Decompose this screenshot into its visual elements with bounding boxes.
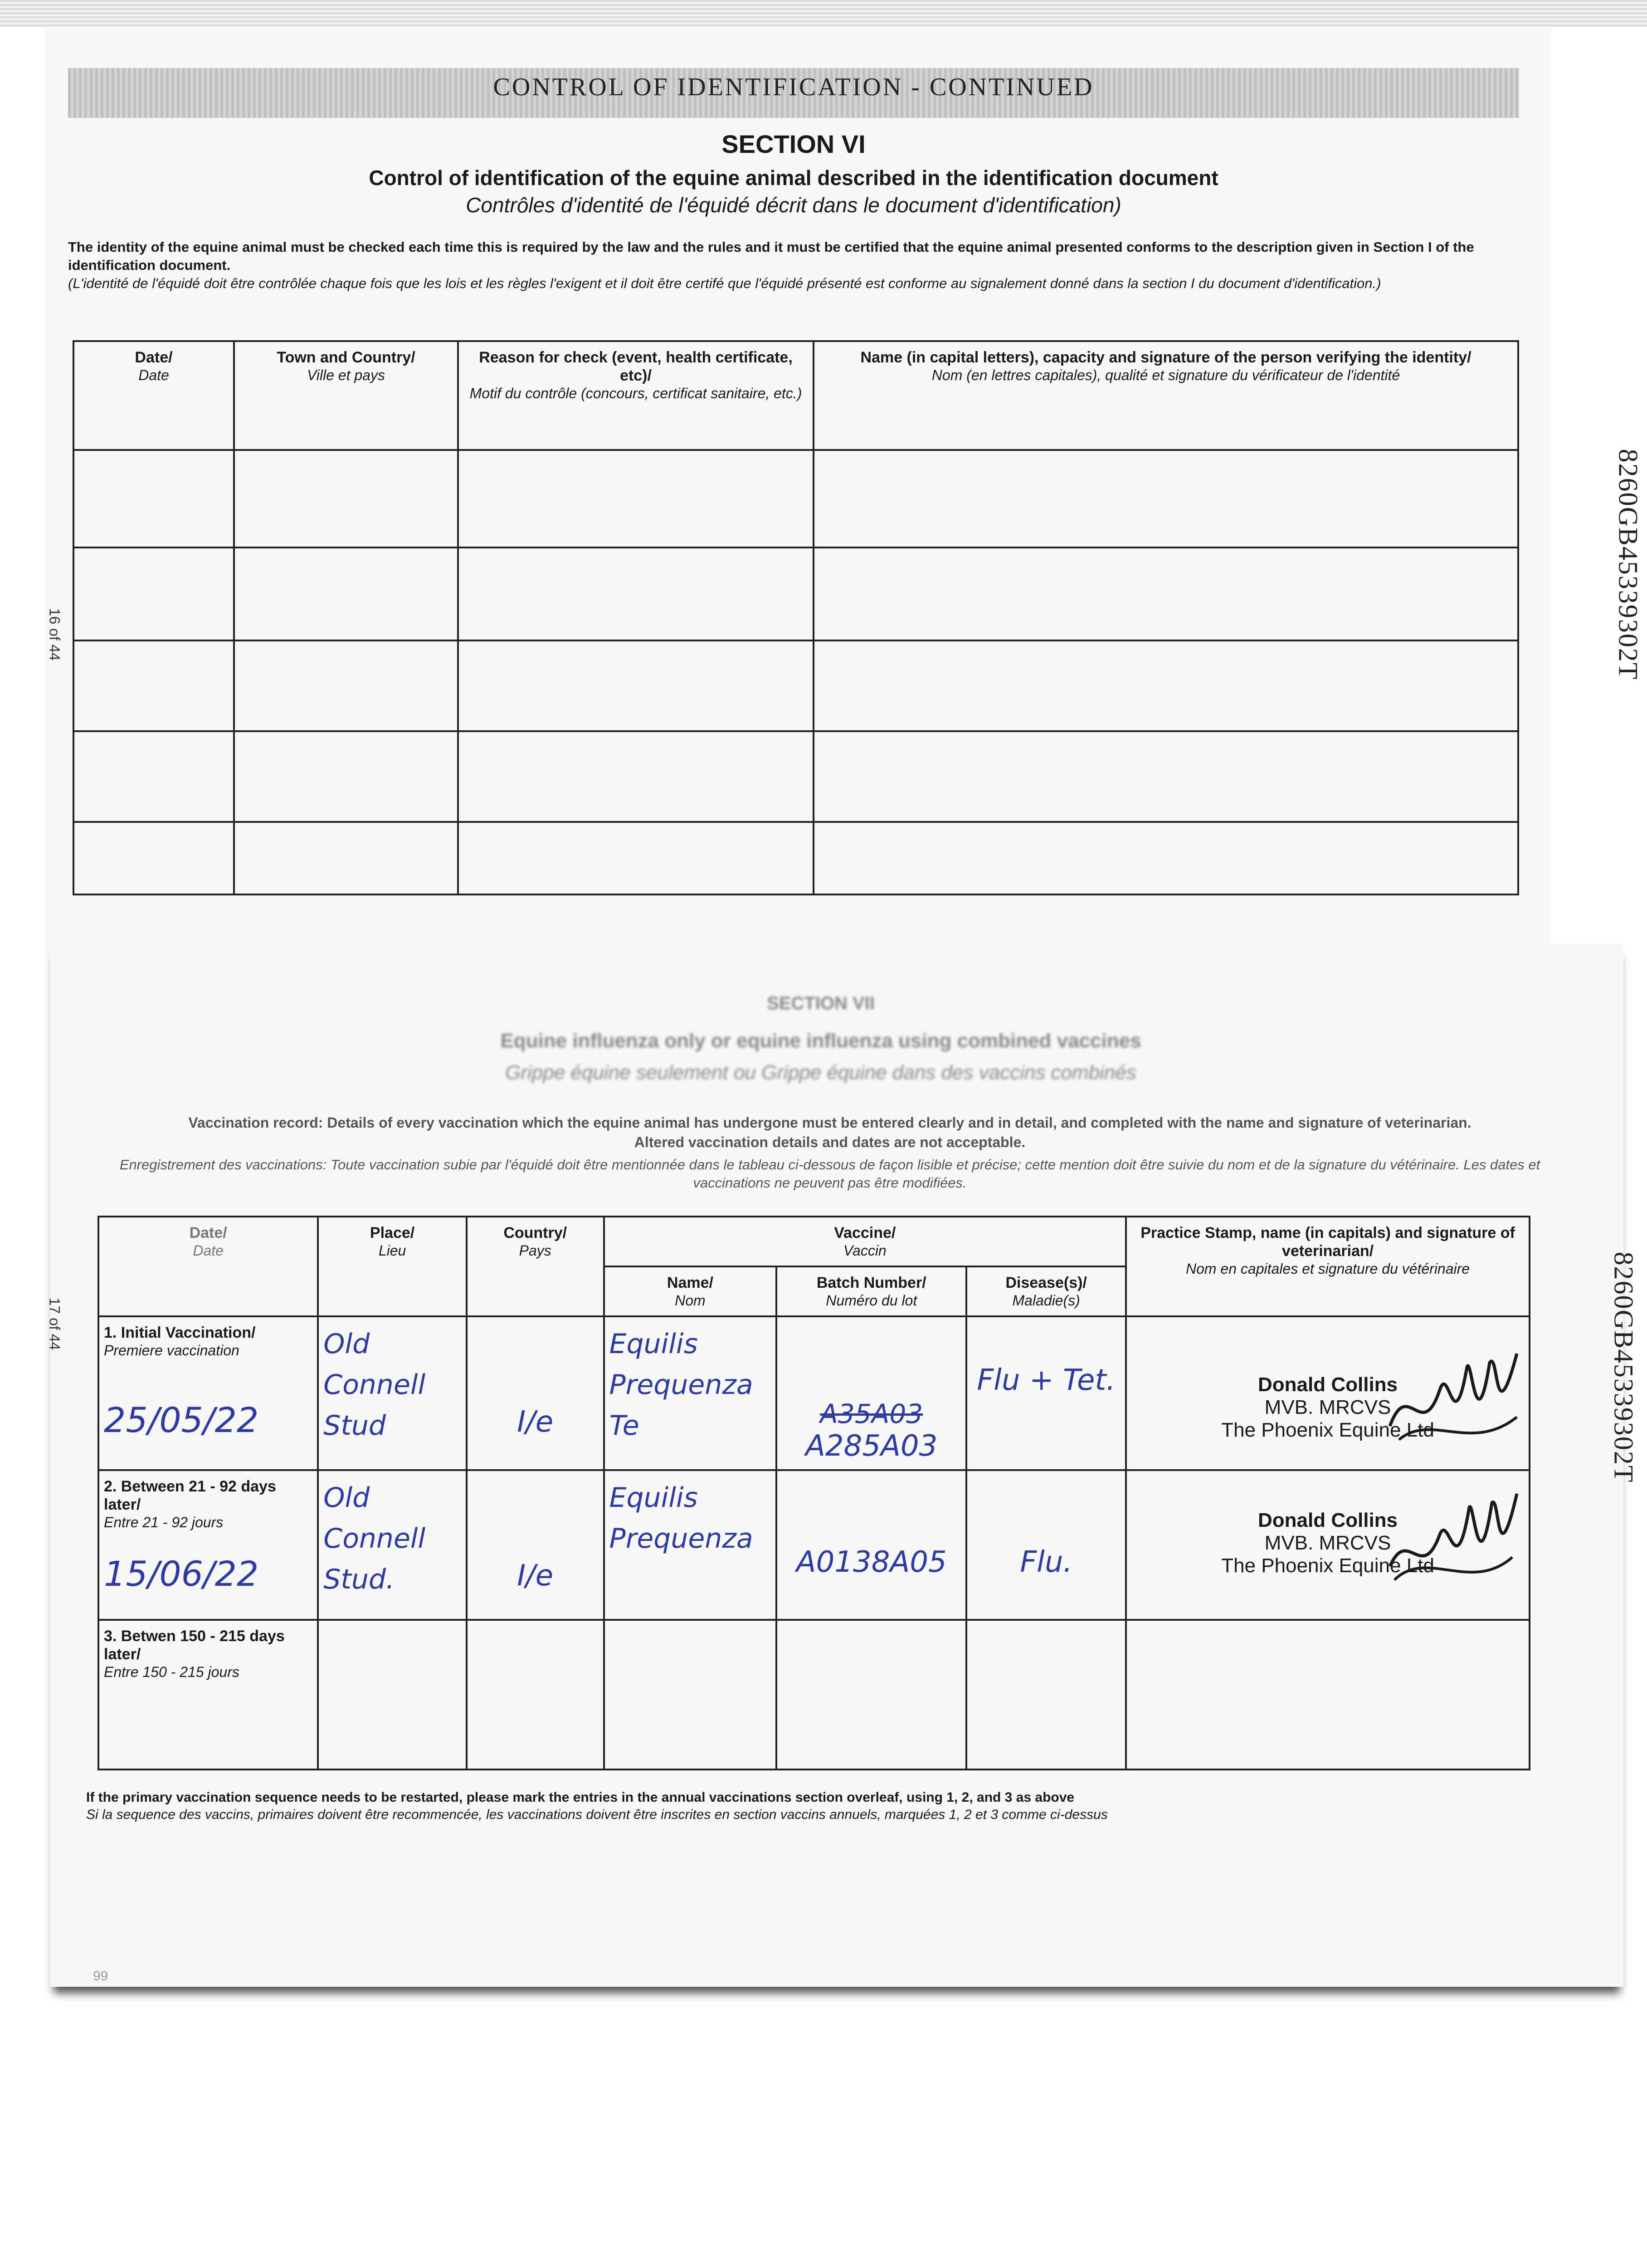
- row2-disease: Flu.: [1020, 1545, 1072, 1579]
- row1-country-cell[interactable]: [467, 1316, 604, 1470]
- hdr-place-en: Place/: [370, 1224, 415, 1242]
- col-town-fr: Ville et pays: [307, 367, 385, 383]
- binding-edge: [0, 0, 1647, 27]
- blank-cell[interactable]: [73, 731, 234, 822]
- vaccination-intro-en: Vaccination record: Details of every vaccination which the equine animal has undergone must be entered clearly and in detail, and completed with the name and signature of veterinarian.: [188, 1114, 1472, 1131]
- blank-cell[interactable]: [814, 547, 1518, 640]
- col-date-fr: Date: [138, 367, 169, 383]
- blank-cell[interactable]: [234, 731, 458, 822]
- blank-cell[interactable]: [458, 640, 814, 731]
- identity-check-table: [73, 340, 1519, 895]
- passport-number-bottom: 8260GB45339302T: [1608, 1251, 1639, 1483]
- section-vii-heading: SECTION VII: [767, 993, 875, 1013]
- row1-vet-name: Donald Collins: [1258, 1374, 1398, 1396]
- row2-vet-qualification: MVB. MRCVS: [1264, 1532, 1391, 1554]
- section-vi-title-en: Control of identification of the equine animal described in the identification document: [369, 166, 1218, 190]
- blank-cell[interactable]: [1126, 1620, 1530, 1769]
- row2-vaccine-cell[interactable]: [604, 1470, 777, 1620]
- page-number-16: 16 of 44: [46, 608, 63, 661]
- hdr-name: [604, 1266, 777, 1316]
- blank-cell[interactable]: [604, 1620, 777, 1769]
- col-verifier-fr: Nom (en lettres capitales), qualité et signature du vérificateur de l'identité: [931, 367, 1400, 383]
- row1-vet-qualification: MVB. MRCVS: [1264, 1396, 1391, 1418]
- blank-cell[interactable]: [234, 547, 458, 640]
- col-date-en: Date/: [135, 349, 173, 366]
- section-vii-title-fr: Grippe équine seulement ou Grippe équine dans des vaccins combinés: [505, 1061, 1136, 1084]
- footer-en: If the primary vaccination sequence needs to be restarted, please mark the entries in the annual vaccinations section overleaf, using 1, 2, and 3 as above: [86, 1790, 1075, 1805]
- vaccination-intro-fr: Enregistrement des vaccinations: Toute vaccination subie par l'équidé doit être mentionnée dans le tableau ci-dessous de façon lisible et précise; cette mention doit être suivie du nom et de la signature du vétérinaire. Les dates et vaccinations ne peuvent pas être modifiées.: [119, 1157, 1540, 1191]
- row1-vet-practice: The Phoenix Equine Ltd: [1221, 1419, 1434, 1441]
- blank-cell[interactable]: [966, 1620, 1126, 1769]
- hdr-date-en: Date/: [189, 1224, 227, 1242]
- row1-vet-stamp: [1126, 1316, 1530, 1470]
- section-vi-title-fr: Contrôles d'identité de l'équidé décrit dans le document d'identification): [466, 193, 1121, 217]
- hdr-disease-fr: Maladie(s): [1012, 1292, 1080, 1309]
- intro-en: The identity of the equine animal must be checked each time this is required by the law and the rules and it must be certified that the equine animal presented conforms to the description given in Section I of the identification document.: [68, 239, 1474, 273]
- row1-batch-struck: A35A03: [820, 1398, 923, 1429]
- hdr-country-fr: Pays: [519, 1242, 551, 1259]
- vaccination-intro-en-b: Altered vaccination details and dates are not acceptable.: [634, 1134, 1026, 1150]
- hdr-name-en: Name/: [667, 1274, 713, 1291]
- hdr-stamp: [1126, 1217, 1530, 1316]
- row2-vet-practice: The Phoenix Equine Ltd: [1221, 1554, 1434, 1577]
- row2-label-en: 2. Between 21 - 92 days later/: [104, 1478, 276, 1513]
- signature-icon: [1381, 1480, 1526, 1607]
- row2-place-cell[interactable]: [318, 1470, 467, 1620]
- hdr-place-fr: Lieu: [378, 1242, 406, 1259]
- row2-label-fr: Entre 21 - 92 jours: [104, 1514, 224, 1530]
- row2-date: 15/06/22: [104, 1554, 259, 1594]
- blank-cell[interactable]: [73, 640, 234, 731]
- hdr-stamp-fr: Nom en capitales et signature du vétérinaire: [1185, 1261, 1470, 1277]
- blank-cell[interactable]: [814, 450, 1518, 547]
- row3-label-fr: Entre 150 - 215 jours: [104, 1664, 239, 1680]
- hdr-date-fr: Date: [193, 1242, 224, 1259]
- page-number-17: 17 of 44: [46, 1297, 63, 1350]
- vaccination-table: [97, 1216, 1530, 1770]
- row1-vaccine-cell[interactable]: [604, 1316, 777, 1470]
- row1-country: I/e: [517, 1405, 554, 1439]
- blank-cell[interactable]: [318, 1620, 467, 1769]
- row1-disease: Flu + Tet.: [977, 1364, 1116, 1397]
- col-reason-fr: Motif du contrôle (concours, certificat sanitaire, etc.): [469, 385, 802, 401]
- hdr-place: [318, 1217, 467, 1316]
- blank-cell[interactable]: [73, 547, 234, 640]
- blank-cell[interactable]: [776, 1620, 966, 1769]
- row1-label-en: 1. Initial Vaccination/: [104, 1324, 256, 1341]
- hdr-vaccine-en: Vaccine/: [834, 1224, 896, 1242]
- table-row: [98, 1316, 1530, 1470]
- hdr-vaccine-fr: Vaccin: [843, 1242, 887, 1259]
- row2-country: I/e: [517, 1559, 554, 1593]
- blank-cell[interactable]: [458, 450, 814, 547]
- row1-label-fr: Premiere vaccination: [104, 1342, 239, 1359]
- hdr-batch-fr: Numéro du lot: [826, 1292, 917, 1309]
- col-verifier-en: Name (in capital letters), capacity and signature of the person verifying the identity/: [860, 349, 1472, 366]
- footer-fr: Si la sequence des vaccins, primaires doivent être recommencée, les vaccinations doivent être inscrites en section vaccins annuels, marquées 1, 2 et 3 comme ci-dessus: [86, 1807, 1108, 1822]
- row2-vet-stamp: [1126, 1470, 1530, 1620]
- row1-date: 25/05/22: [104, 1400, 259, 1440]
- blank-cell[interactable]: [234, 450, 458, 547]
- blank-cell[interactable]: [458, 547, 814, 640]
- blank-cell[interactable]: [814, 640, 1518, 731]
- row2-batch: A0138A05: [796, 1545, 947, 1579]
- row1-batch: A285A03: [805, 1429, 938, 1463]
- intro-fr: (L'identité de l'équidé doit être contrôlée chaque fois que les lois et les règles l'exigent et il doit être certifé que l'équidé présenté est conforme au signalement donné dans la section I du document d'identification.): [68, 275, 1381, 291]
- row3-date-cell[interactable]: [98, 1620, 318, 1769]
- blank-cell[interactable]: [467, 1620, 604, 1769]
- blank-cell[interactable]: [814, 822, 1518, 894]
- table-row: [73, 547, 1518, 640]
- section-vii-title-en: Equine influenza only or equine influenza using combined vaccines: [500, 1030, 1141, 1052]
- hdr-date: [98, 1217, 318, 1316]
- hdr-batch-en: Batch Number/: [816, 1274, 926, 1291]
- row1-date-cell[interactable]: [98, 1316, 318, 1470]
- section-vi-heading: SECTION VI: [721, 130, 866, 158]
- signature-icon: [1381, 1335, 1526, 1462]
- row2-vaccine-name: Equilis Prequenza: [609, 1482, 753, 1554]
- hdr-disease: [966, 1266, 1126, 1316]
- table-row: [98, 1620, 1530, 1769]
- row2-country-cell[interactable]: [467, 1470, 604, 1620]
- blank-cell[interactable]: [234, 822, 458, 894]
- table-row: [98, 1470, 1530, 1620]
- col-reason: [458, 341, 814, 450]
- row3-label-en: 3. Betwen 150 - 215 days later/: [104, 1628, 285, 1663]
- passport-number-top: 8260GB45339302T: [1613, 449, 1643, 680]
- blank-cell[interactable]: [234, 640, 458, 731]
- row2-batch-cell[interactable]: [776, 1470, 966, 1620]
- hdr-country-en: Country/: [503, 1224, 567, 1242]
- table-row: [73, 731, 1518, 822]
- table-row: [73, 640, 1518, 731]
- col-town-en: Town and Country/: [277, 349, 415, 366]
- row2-vet-name: Donald Collins: [1258, 1509, 1398, 1531]
- row1-batch-cell[interactable]: [776, 1316, 966, 1470]
- blank-cell[interactable]: [458, 731, 814, 822]
- blank-cell[interactable]: [73, 450, 234, 547]
- row1-place-cell[interactable]: [318, 1316, 467, 1470]
- table-row: [73, 822, 1518, 894]
- col-reason-en: Reason for check (event, health certificate, etc)/: [479, 349, 793, 384]
- blank-cell[interactable]: [458, 822, 814, 894]
- row1-disease-cell[interactable]: [966, 1316, 1126, 1470]
- hdr-vaccine: [604, 1217, 1126, 1266]
- table-row: [73, 450, 1518, 547]
- hdr-country: [467, 1217, 604, 1316]
- col-date: [73, 341, 234, 450]
- col-verifier: [814, 341, 1518, 450]
- row2-date-cell[interactable]: [98, 1470, 318, 1620]
- row1-vaccine-name: Equilis Prequenza Te: [609, 1328, 753, 1442]
- hdr-stamp-en: Practice Stamp, name (in capitals) and signature of veterinarian/: [1140, 1224, 1515, 1260]
- row1-place: Old Connell Stud: [323, 1328, 426, 1442]
- corner-mark: 99: [93, 1969, 108, 1984]
- hdr-disease-en: Disease(s)/: [1005, 1274, 1087, 1291]
- col-town: [234, 341, 458, 450]
- row2-disease-cell[interactable]: [966, 1470, 1126, 1620]
- blank-cell[interactable]: [73, 822, 234, 894]
- hdr-name-fr: Nom: [675, 1292, 706, 1309]
- hdr-batch: [776, 1266, 966, 1316]
- row2-place: Old Connell Stud.: [323, 1482, 426, 1595]
- banner-title: CONTROL OF IDENTIFICATION - CONTINUED: [493, 73, 1094, 101]
- blank-cell[interactable]: [814, 731, 1518, 822]
